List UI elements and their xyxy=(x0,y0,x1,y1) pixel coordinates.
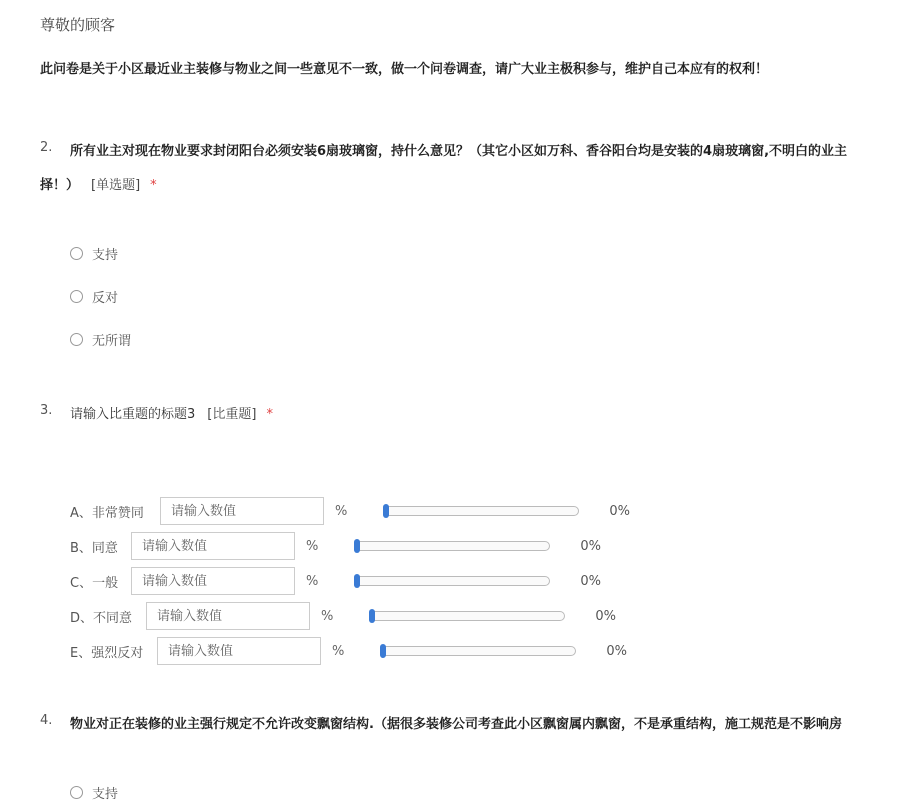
slider-thumb[interactable] xyxy=(380,644,386,658)
required-marker: * xyxy=(150,178,157,193)
weight-row-e xyxy=(70,637,627,665)
weight-row-d xyxy=(70,602,616,630)
q2-option-indifferent[interactable] xyxy=(70,330,131,349)
question-2-number: 2. xyxy=(40,140,53,155)
option-label: 无所谓 xyxy=(92,334,132,349)
slider-thumb[interactable] xyxy=(354,539,360,553)
question-2-type: [单选题] xyxy=(91,178,141,193)
question-3-title xyxy=(70,403,273,422)
greeting-text: 尊敬的顾客 xyxy=(40,16,116,34)
slider-thumb[interactable] xyxy=(383,504,389,518)
slider-track xyxy=(354,541,550,551)
question-2-title-line1: 所有业主对现在物业要求封闭阳台必须安装6扇玻璃窗，持什么意见？（其它小区如万科、香谷阳台均是安装的4扇玻璃窗,不明白的业主 xyxy=(70,144,848,159)
option-label: 反对 xyxy=(92,291,119,306)
survey-intro: 此问卷是关于小区最近业主装修与物业之间一些意见不一致，做一个问卷调查，请广大业主极积参与，维护自己本应有的权利！ xyxy=(40,62,769,77)
weight-row-a xyxy=(70,497,630,525)
slider-track xyxy=(369,611,565,621)
weight-value: 0% xyxy=(609,503,630,519)
weight-slider[interactable] xyxy=(369,610,565,622)
option-label: 支持 xyxy=(92,787,119,800)
weight-input[interactable] xyxy=(146,602,310,630)
question-3-title-text: 请输入比重题的标题3 xyxy=(70,407,196,422)
weight-row-b xyxy=(70,532,601,560)
weight-slider[interactable] xyxy=(354,575,550,587)
percent-unit: % xyxy=(321,608,334,624)
q4-option-support[interactable] xyxy=(70,783,118,800)
radio-button[interactable] xyxy=(70,290,83,303)
percent-unit: % xyxy=(335,503,348,519)
weight-slider[interactable] xyxy=(383,505,579,517)
weight-value: 0% xyxy=(580,573,601,589)
question-2-title-line2 xyxy=(40,174,157,193)
question-3-number: 3. xyxy=(40,403,53,418)
slider-track xyxy=(354,576,550,586)
slider-thumb[interactable] xyxy=(354,574,360,588)
question-2-title-tail: 择！） xyxy=(40,178,80,193)
slider-thumb[interactable] xyxy=(369,609,375,623)
weight-input[interactable] xyxy=(160,497,324,525)
weight-row-label: B、同意 xyxy=(70,540,118,556)
q2-option-oppose[interactable] xyxy=(70,287,118,306)
weight-input[interactable] xyxy=(131,532,295,560)
percent-unit: % xyxy=(306,573,319,589)
option-label: 支持 xyxy=(92,248,119,263)
question-4-title: 物业对正在装修的业主强行规定不允许改变飘窗结构.（据很多装修公司考查此小区飘窗属内飘窗，不是承重结构，施工规范是不影响房 xyxy=(70,717,842,732)
question-4-number: 4. xyxy=(40,713,53,728)
weight-row-label: C、一般 xyxy=(70,575,119,591)
q2-option-support[interactable] xyxy=(70,244,118,263)
weight-row-label: D、不同意 xyxy=(70,610,133,626)
weight-slider[interactable] xyxy=(354,540,550,552)
weight-value: 0% xyxy=(580,538,601,554)
percent-unit: % xyxy=(332,643,345,659)
weight-row-label: E、强烈反对 xyxy=(70,645,144,661)
slider-track xyxy=(383,506,579,516)
radio-button[interactable] xyxy=(70,333,83,346)
weight-value: 0% xyxy=(606,643,627,659)
slider-track xyxy=(380,646,576,656)
radio-button[interactable] xyxy=(70,786,83,799)
radio-button[interactable] xyxy=(70,247,83,260)
percent-unit: % xyxy=(306,538,319,554)
required-marker: * xyxy=(266,407,273,422)
weight-slider[interactable] xyxy=(380,645,576,657)
weight-value: 0% xyxy=(595,608,616,624)
weight-input[interactable] xyxy=(157,637,321,665)
weight-row-c xyxy=(70,567,601,595)
question-3-type: [比重题] xyxy=(207,407,257,422)
weight-row-label: A、非常赞同 xyxy=(70,505,144,521)
weight-input[interactable] xyxy=(131,567,295,595)
